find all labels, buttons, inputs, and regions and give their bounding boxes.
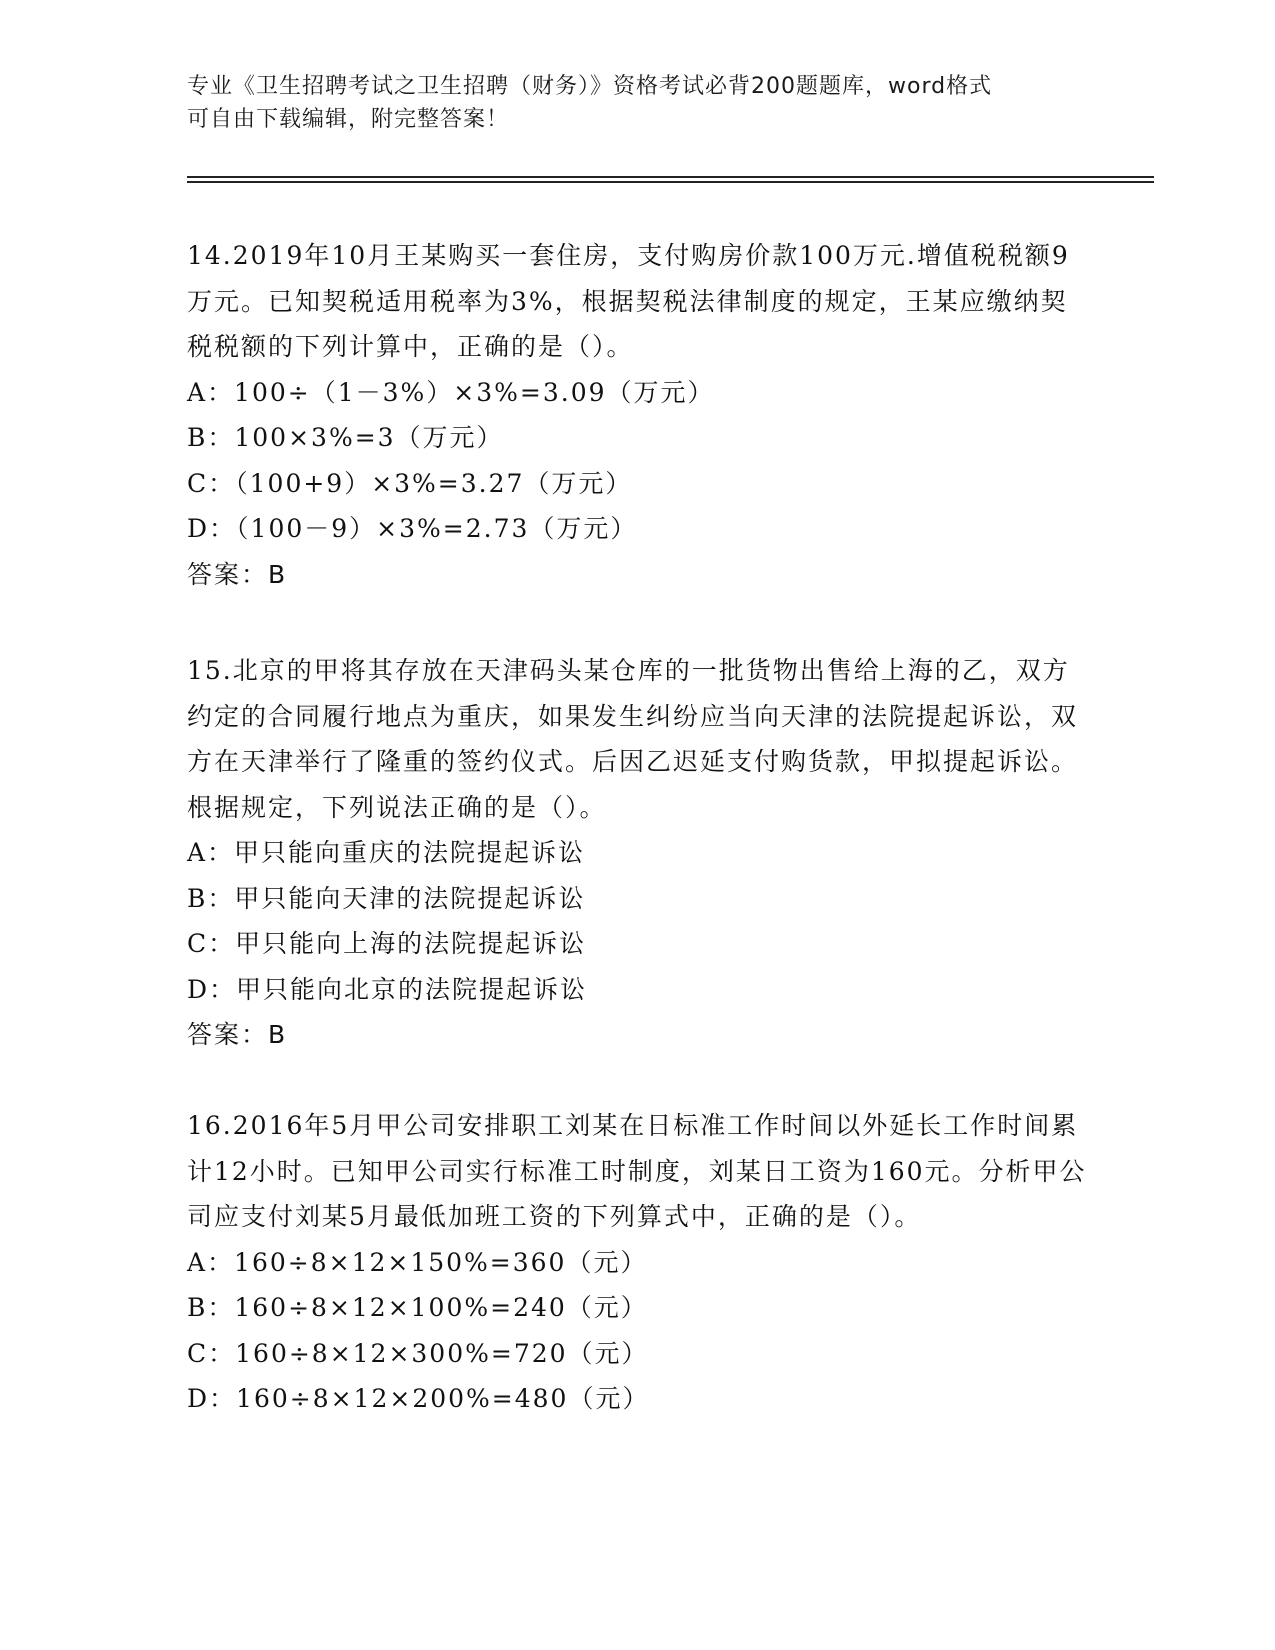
option-d: D：甲只能向北京的法院提起诉讼 [187, 974, 588, 1004]
option-c: C：甲只能向上海的法院提起诉讼 [187, 929, 587, 958]
answer: 答案：B [187, 1020, 288, 1049]
header-divider-bottom [187, 181, 1154, 183]
header-line-1: 专业《卫生招聘考试之卫生招聘（财务）》资格考试必背200题题库，word格式 [187, 74, 993, 99]
option-a: A：160÷8×12×150%=360（元） [187, 1247, 648, 1277]
option-b: B：160÷8×12×100%=240（元） [187, 1293, 648, 1322]
option-b: B：100×3%=3（万元） [187, 423, 504, 452]
option-d: D：160÷8×12×200%=480（元） [187, 1384, 650, 1413]
option-a: A：甲只能向重庆的法院提起诉讼 [187, 838, 586, 867]
question-stem: 14.2019年10月王某购买一套住房，支付购房价款100万元.增值税税额9万元。已知契税适用税率为3%，根据契税法律制度的规定，王某应缴纳契税税额的下列计算中，正确的是（）。 [187, 241, 1070, 361]
question-14 [187, 233, 1092, 597]
option-c: C：（100+9）×3%=3.27（万元） [187, 468, 633, 498]
question-15 [187, 648, 1092, 1058]
question-stem: 15.北京的甲将其存放在天津码头某仓库的一批货物出售给上海的乙，双方约定的合同履行地点为重庆，如果发生纠纷应当向天津的法院提起诉讼，双方在天津举行了隆重的签约仪式。后因乙迟延支付购货款，甲拟提起诉讼。根据规定，下列说法正确的是（）。 [187, 656, 1079, 822]
option-a: A：100÷（1－3%）×3%=3.09（万元） [187, 377, 715, 407]
header-divider-top [187, 176, 1154, 178]
header-line-2: 可自由下载编辑，附完整答案！ [187, 107, 510, 132]
question-16 [187, 1103, 1092, 1422]
answer: 答案：B [187, 559, 288, 589]
option-d: D：（100－9）×3%=2.73（万元） [187, 514, 638, 543]
question-stem: 16.2016年5月甲公司安排职工刘某在日标准工作时间以外延长工作时间累计12小时。已知甲公司实行标准工时制度，刘某日工资为160元。分析甲公司应支付刘某5月最低加班工资的下列算式中，正确的是（）。 [187, 1111, 1087, 1231]
option-c: C：160÷8×12×300%=720（元） [187, 1338, 649, 1368]
document-header [187, 70, 1087, 136]
option-b: B：甲只能向天津的法院提起诉讼 [187, 883, 586, 913]
